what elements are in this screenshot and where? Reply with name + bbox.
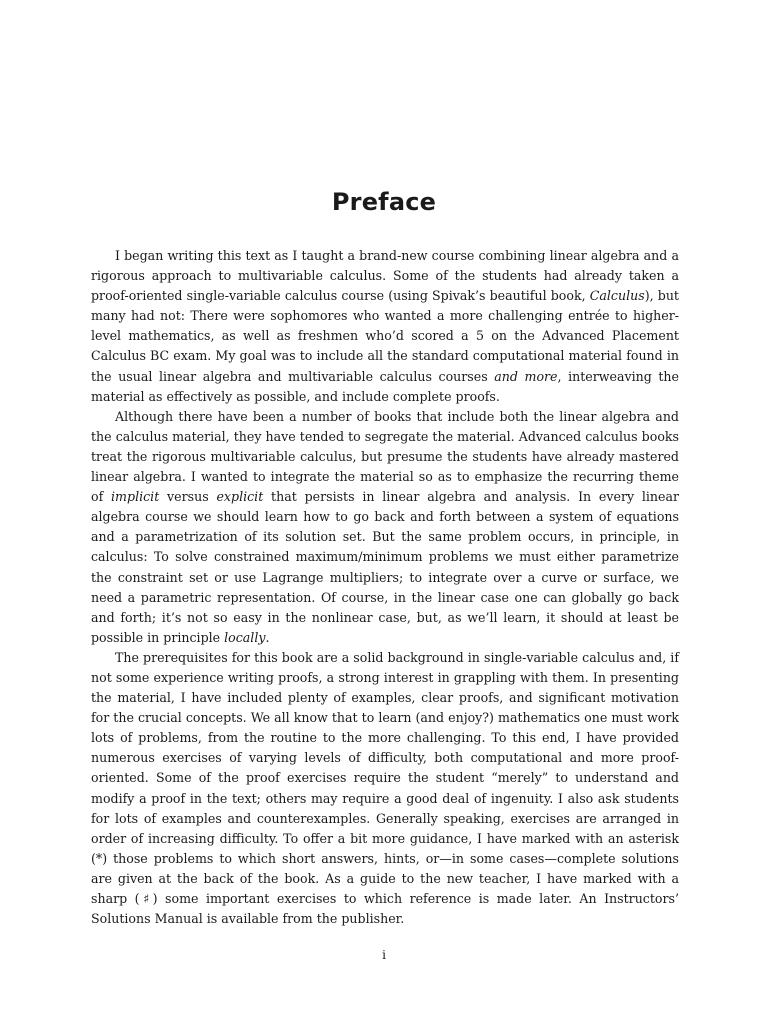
text-run: versus [159,489,217,505]
text-run: The prerequisites for this book are a solid background in single-variable calculus and, if not some experience writing proofs, a strong interest in grappling with them. In presenting the material, I have included plenty of examples, clear proofs, and significant motivation for the crucial concepts. We all know that to learn (and enjoy?) mathematics one must work lots of problems, from the routine to the more challenging. To this end, I have provided numerous exercises of varying levels of difficulty, both computational and more proof-oriented. Some of the proof exercises require the student “merely” to understand and modify a proof in the text; others may require a good deal of ingenuity. I also ask students for lots of examples and counterexamples. Generally speaking, exercises are arranged in order of increasing difficulty. To offer a bit more guidance, I have marked with an asterisk (*) those problems to which short answers, hints, or—in some cases—complete solutions are given at the back of the book. As a guide to the new teacher, I have marked with a sharp (♯) some important exercises to which reference is made later. An Instructors’ Solutions Manual is available from the publisher. [91,649,679,927]
text-run: ), but many had not: There were sophomores who wanted a more challenging entrée to higher-level mathematics, as well as freshmen who’d scored a 5 on the Advanced Placement Calculus BC exam. My goal was to include all the standard computational material found in the usual linear algebra and multivariable calculus courses [91,288,679,384]
paragraph [91,648,679,929]
paragraph [91,246,679,407]
preface-body [91,246,679,929]
text-run: Although there have been a number of books that include both the linear algebra and the calculus material, they have tended to segregate the material. Advanced calculus books treat the rigorous multivariable calculus, but presume the students have already mastered linear algebra. I wanted to integrate the material so as to emphasize the recurring theme of [91,408,679,505]
emphasized-text: locally [224,629,266,645]
emphasized-text: implicit [111,489,160,505]
text-run: . [265,629,270,645]
paragraph [91,407,679,648]
text-run: I began writing this text as I taught a brand-new course combining linear algebra and a rigorous approach to multivariable calculus. Some of the students had already taken a proof-oriented single-variable calculus course (using Spivak’s beautiful book, [91,248,679,304]
chapter-title: Preface [331,188,437,216]
emphasized-text: Calculus [589,288,645,304]
page-number: i [382,948,386,962]
text-run: , interweaving the material as effectively as possible, and include complete proofs. [91,368,679,404]
text-run: that persists in linear algebra and analysis. In every linear algebra course we should learn how to go back and forth between a system of equations and a parametrization of its solution set. But the same problem occurs, in principle, in calculus: To solve constrained maximum/minimum problems we must either parametrize the constraint set or use Lagrange multipliers; to integrate over a curve or surface, we need a parametric representation. Of course, in the linear case one can globally go back and forth; it’s not so easy in the nonlinear case, but, as we’ll learn, it should at least be possible in principle [91,489,680,645]
emphasized-text: explicit [216,489,264,505]
emphasized-text: and more [494,368,558,384]
